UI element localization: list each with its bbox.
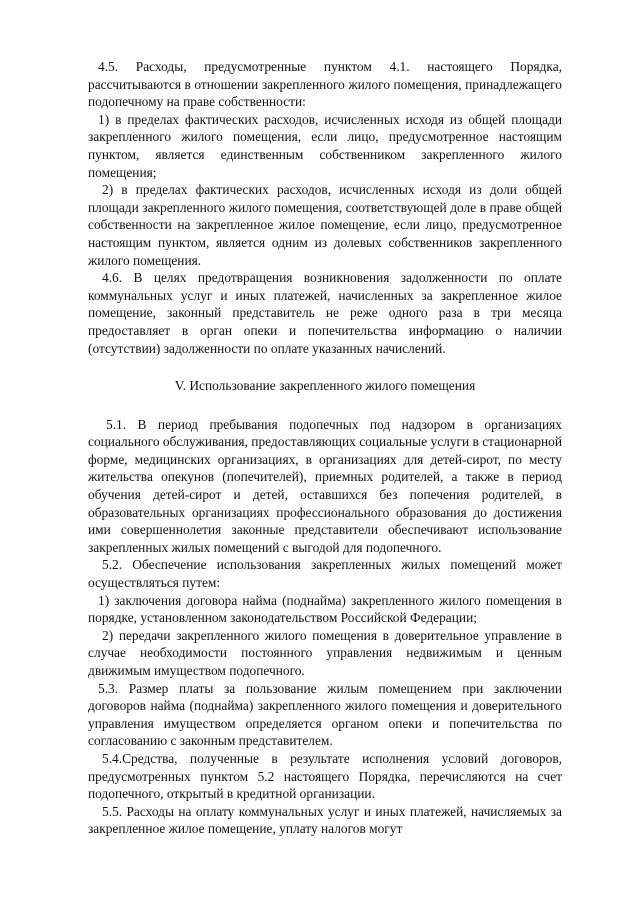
paragraph-5-2: 5.2. Обеспечение использования закрепленных жилых помещений может осуществляться путем: (88, 557, 562, 591)
paragraph-4-6: 4.6. В целях предотвращения возникновения задолженности по оплате коммунальных услуг и иных платежей, начисленных за закрепленное жилое помещение, законный представитель не реже одного раза в три месяца предоставляет в орган опеки и попечительства информацию о наличии (отсутствии) задолженности по оплате указанных начислений. (88, 270, 562, 356)
paragraph-4-5-item-1: 1) в пределах фактических расходов, исчисленных исходя из общей площади закрепленного жилого помещения, если лицо, предусмотренное настоящим пунктом, является единственным собственником закрепленного жилого помещения; (88, 111, 562, 180)
paragraph-5-3: 5.3. Размер платы за пользование жилым помещением при заключении договоров найма (поднайма) закрепленного жилого помещения и доверительного управления имуществом определяется органом опеки и попечительства по согласованию с законным представителем. (88, 680, 562, 749)
paragraph-4-5-item-2: 2) в пределах фактических расходов, исчисленных исходя из доли общей площади закрепленного жилого помещения, соответствующей доле в праве общей собственности на закрепленное жилое помещение, если лицо, предусмотренное настоящим пунктом, является одним из долевых собственников закрепленного жилого помещения. (88, 182, 562, 268)
paragraph-5-5: 5.5. Расходы на оплату коммунальных услуг и иных платежей, начисляемых за закрепленное жилое помещение, уплату налогов могут (88, 803, 562, 837)
paragraph-4-5: 4.5. Расходы, предусмотренные пунктом 4.1. настоящего Порядка, рассчитываются в отношении закрепленного жилого помещения, принадлежащего подопечному на праве собственности: (88, 59, 562, 110)
section-heading: V. Использование закрепленного жилого помещения (174, 378, 476, 394)
paragraph-5-2-item-2: 2) передачи закрепленного жилого помещения в доверительное управление в случае необходимости постоянного управления недвижимым и ценным движимым имуществом подопечного. (88, 627, 562, 678)
paragraph-5-4: 5.4.Средства, полученные в результате исполнения условий договоров, предусмотренных пунктом 5.2 настоящего Порядка, перечисляются на счет подопечного, открытый в кредитной организации. (88, 750, 562, 802)
paragraph-5-1: 5.1. В период пребывания подопечных под надзором в организациях социального обслуживания, предоставляющих социальные услуги в стационарной форме, медицинских организациях, в организациях для детей-сирот, по месту жительства опекунов (попечителей), приемных родителей, а также в период обучения детей-сирот и детей, оставшихся без попечения родителей, в образовательных организациях профессионального образования до достижения ими совершеннолетия законные представители обеспечивают использование закрепленных жилых помещений с выгодой для подопечного. (88, 416, 562, 555)
document-page (88, 58, 562, 838)
paragraph-5-2-item-1: 1) заключения договора найма (поднайма) закрепленного жилого помещения в порядке, установленном законодательством Российской Федерации; (88, 592, 562, 626)
